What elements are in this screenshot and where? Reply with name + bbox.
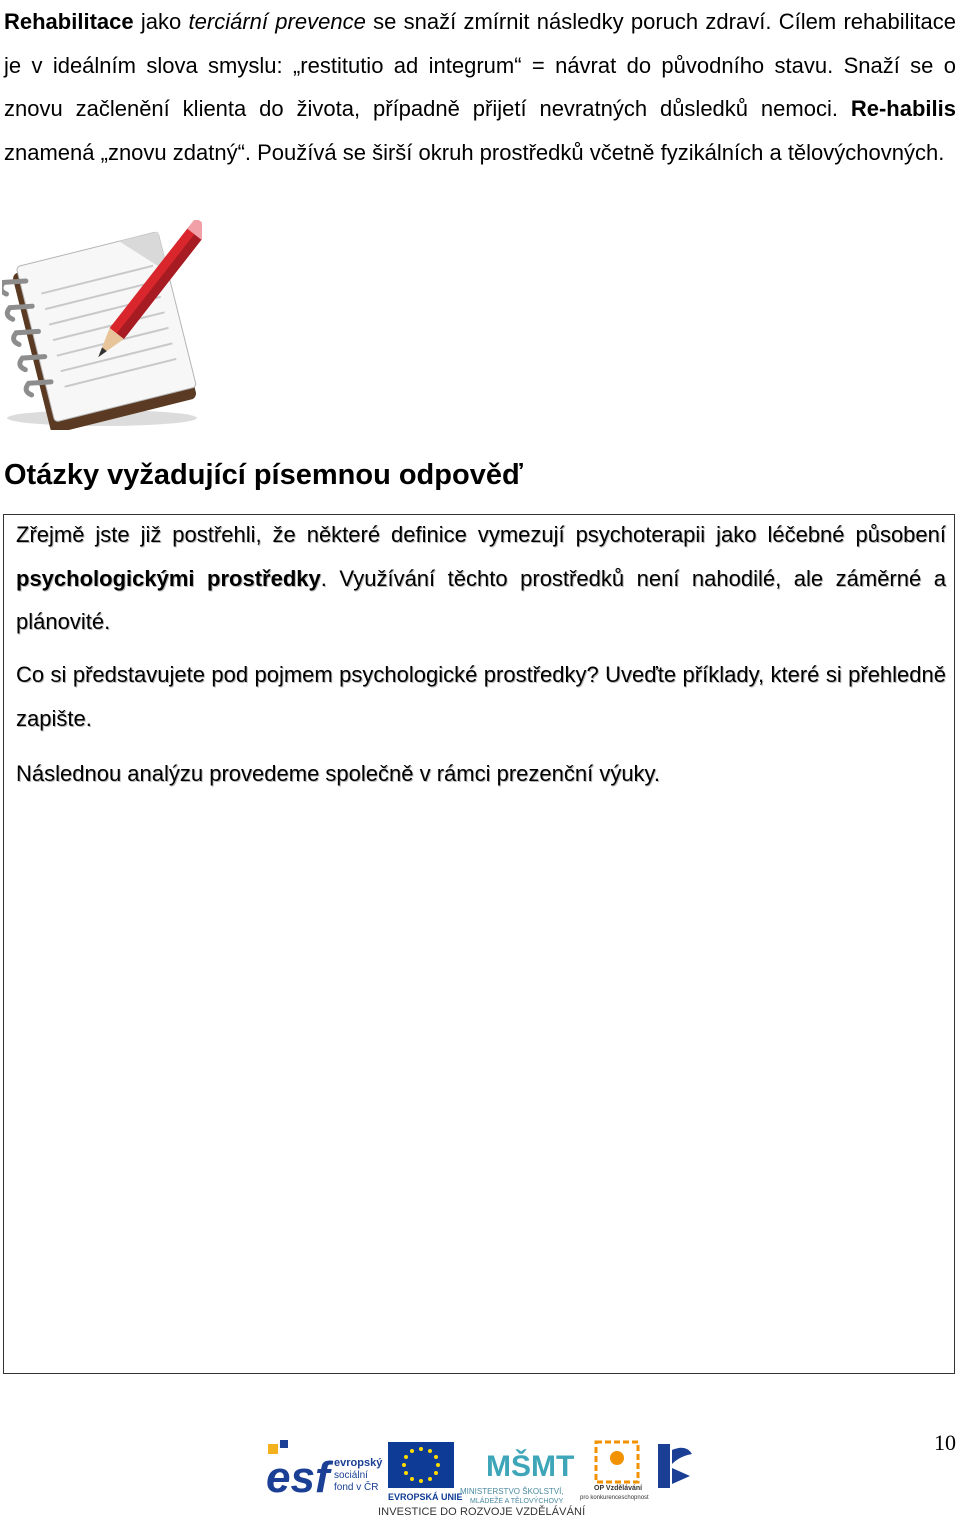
intro-text: se snaží zmírnit následky poruch zdraví. Cílem rehabilitace je v ideálním slova smyslu: „restitutio ad integrum“ = návrat do původního stavu. Snaží se o znovu začlenění klienta do života, případně přijetí nevratných důsledků nemoci. — [4, 9, 956, 121]
msmt-line-1: MINISTERSTVO ŠKOLSTVÍ, — [460, 1487, 564, 1496]
question-box — [3, 514, 955, 1374]
intro-text: znamená „znovu zdatný“. Používá se širší okruh prostředků včetně fyzikálních a tělovýchovných. — [4, 139, 945, 165]
notebook-pencil-icon — [2, 220, 202, 430]
op-vk-logo — [580, 1442, 649, 1501]
esf-logo — [266, 1440, 383, 1502]
intro-paragraph — [4, 0, 956, 174]
op-line-1: OP Vzdělávání — [594, 1485, 643, 1492]
eu-label: EVROPSKÁ UNIE — [388, 1492, 463, 1502]
question-paragraph-2: Co si představujete pod pojmem psychologické prostředky? Uveďte příklady, které si přehledně zapište. — [16, 662, 946, 731]
term-rehabilitace: Rehabilitace — [4, 9, 134, 34]
esf-wordmark: esf — [266, 1453, 330, 1502]
footer-caption: INVESTICE DO ROZVOJE VZDĚLÁVÁNÍ — [378, 1506, 586, 1518]
term-terciarni-prevence: terciární prevence — [188, 9, 366, 34]
term-psychologicke-prostredky: psychologickými prostředky — [16, 565, 321, 591]
term-re-habilis: Re-habilis — [850, 96, 956, 121]
esf-line-3: fond v ČR — [334, 1482, 379, 1493]
question-text: . Využívání těchto prostředků není nahodilé, ale záměrné a plánovité. — [16, 565, 946, 634]
section-heading: Otázky vyžadující písemnou odpověď — [4, 459, 523, 491]
esf-line-2: sociální — [334, 1470, 368, 1481]
eu-flag-logo — [388, 1442, 463, 1502]
esf-line-1: evropský — [334, 1457, 383, 1469]
question-paragraph-3: Následnou analýzu provedeme společně v rámci prezenční výuky. — [16, 761, 661, 786]
msmt-logo — [460, 1449, 574, 1505]
intro-text: jako — [133, 9, 189, 34]
question-paragraph-1 — [16, 513, 946, 644]
op-line-2: pro konkurenceschopnost — [580, 1495, 649, 1501]
question-text: Zřejmě jste již postřehli, že některé definice vymezují psychoterapii jako léčebné působení — [16, 522, 946, 547]
page-number: 10 — [934, 1430, 956, 1455]
msmt-wordmark: MŠMT — [486, 1450, 575, 1483]
university-emblem-logo — [654, 1440, 694, 1492]
msmt-line-2: MLÁDEŽE A TĚLOVÝCHOVY — [470, 1498, 564, 1505]
